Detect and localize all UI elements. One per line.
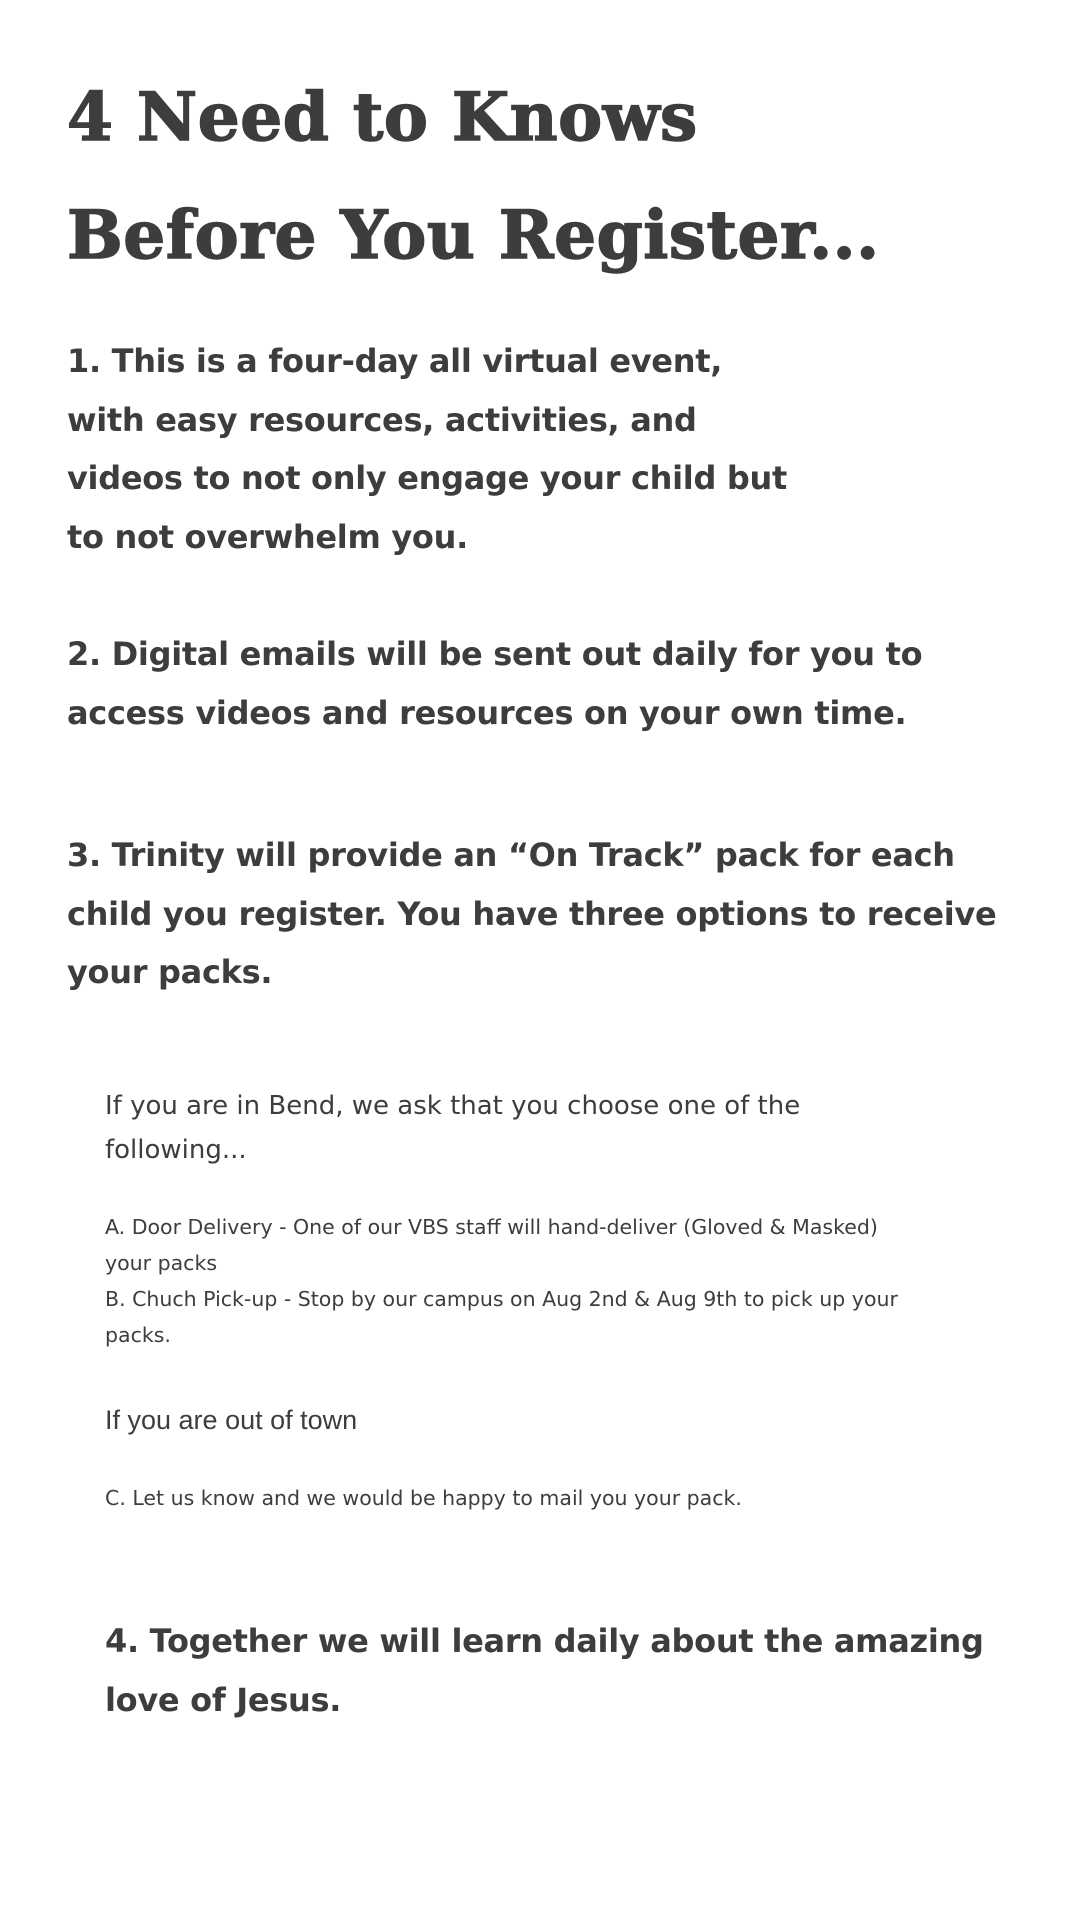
option-a-line: A. Door Delivery - One of our VBS staff will hand-deliver (Gloved & Masked) — [105, 1215, 878, 1239]
page-title-line-1: 4 Need to Knows — [67, 78, 698, 156]
point-1-line: with easy resources, activities, and — [67, 400, 697, 439]
point-1-line: videos to not only engage your child but — [67, 459, 787, 497]
point-1-line: to not overwhelm you. — [67, 517, 468, 556]
option-a-door-delivery — [105, 1209, 1005, 1281]
out-of-town-heading — [105, 1398, 905, 1442]
option-a-line: your packs — [105, 1251, 218, 1275]
point-3-line: child you register. You have three options to receive — [67, 894, 997, 933]
point-4-line: love of Jesus. — [105, 1680, 342, 1719]
point-1-virtual-event — [67, 332, 967, 566]
option-b-church-pickup — [105, 1281, 1005, 1353]
option-c-line: C. Let us know and we would be happy to mail you your pack. — [105, 1486, 742, 1510]
point-1-line: 1. This is a four-day all virtual event, — [67, 342, 723, 380]
bend-intro-line: following... — [105, 1135, 247, 1165]
option-b-line: packs. — [105, 1323, 171, 1347]
bend-intro-line: If you are in Bend, we ask that you choose one of the — [105, 1091, 801, 1121]
out-of-town-label: If you are out of town — [105, 1405, 358, 1435]
bend-options-intro — [105, 1084, 905, 1172]
option-b-line: B. Chuch Pick-up - Stop by our campus on Aug 2nd & Aug 9th to pick up your — [105, 1287, 898, 1311]
point-3-line: 3. Trinity will provide an “On Track” pack for each — [67, 836, 955, 874]
point-3-on-track-pack — [67, 826, 1027, 1002]
point-4-love-of-jesus — [105, 1612, 1055, 1729]
page-title — [67, 58, 1027, 294]
page-title-line-2: Before You Register... — [67, 196, 880, 274]
point-3-line: your packs. — [67, 953, 273, 991]
point-2-line: access videos and resources on your own time. — [67, 693, 907, 732]
option-c-mail — [105, 1480, 1005, 1516]
point-2-digital-emails — [67, 625, 1027, 742]
point-4-line: 4. Together we will learn daily about the amazing — [105, 1622, 984, 1660]
point-2-line: 2. Digital emails will be sent out daily for you to — [67, 635, 923, 673]
